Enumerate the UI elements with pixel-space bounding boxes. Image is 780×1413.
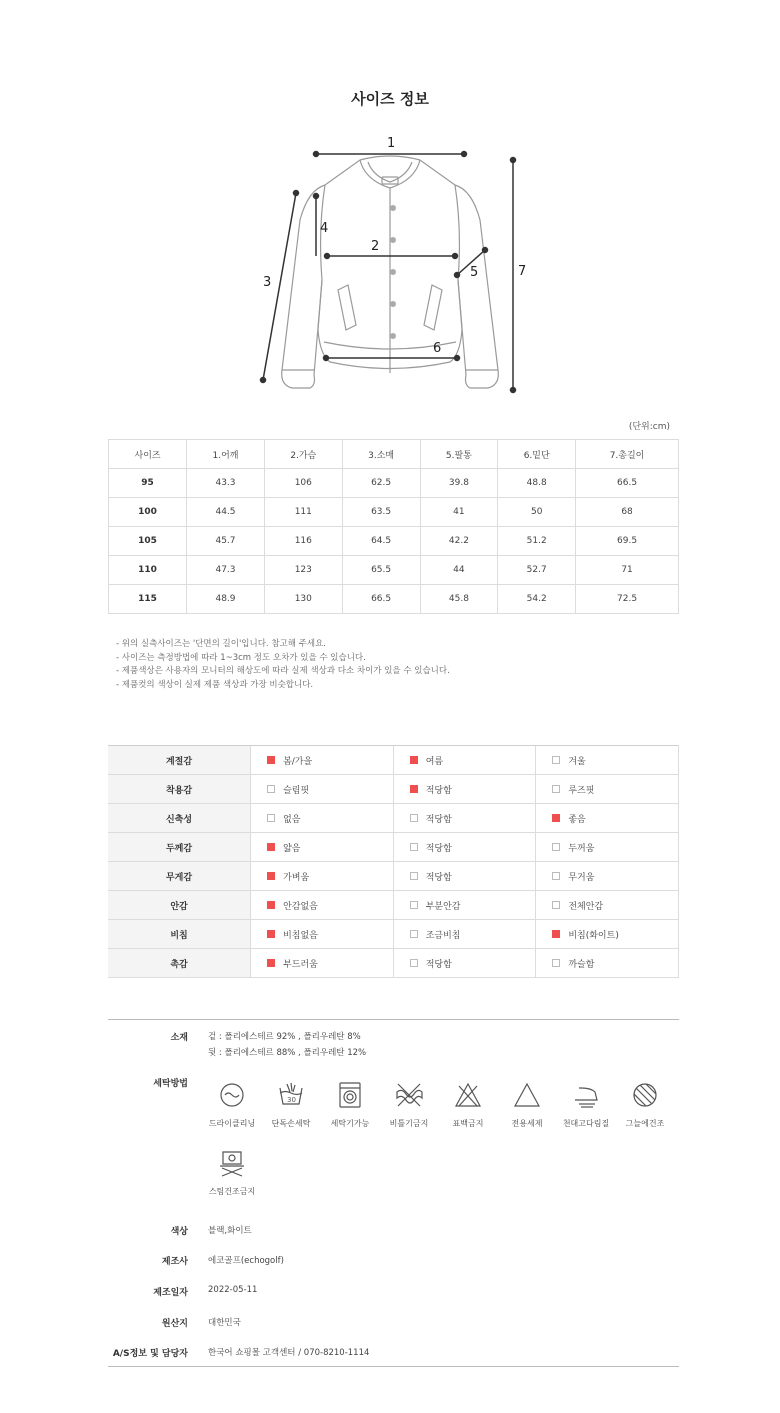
table-cell: 45.7 [187,527,265,556]
feature-option-label: 봄/가을 [283,756,313,767]
feature-label: 비침 [108,920,251,949]
feature-option-label: 전체안감 [568,901,604,912]
table-cell: 62.5 [342,469,420,498]
feature-row [108,949,679,978]
table-cell: 47.3 [187,556,265,585]
table-cell: 44.5 [187,498,265,527]
washing-label: 세탁기가능 [330,1119,370,1128]
washing-label: 단독손세탁 [271,1119,311,1128]
dry-clean-icon [217,1080,247,1110]
feature-table [108,745,679,978]
checked-box-icon [267,843,275,851]
table-cell: 66.5 [576,469,679,498]
unchecked-box-icon [410,814,418,822]
washing-label: 전용세제 [511,1119,543,1128]
feature-option-label: 비침(화이트) [568,930,619,941]
feature-option-label: 두꺼움 [568,843,595,854]
material-line: 뒷 : 폴리에스테르 88% , 폴리우레탄 12% [208,1048,367,1058]
washing-item [554,1080,618,1129]
feature-row [108,833,679,862]
table-cell: 39.8 [420,469,498,498]
washing-item [318,1080,382,1129]
table-cell: 106 [264,469,342,498]
washing-label: 천대고다림질 [562,1119,610,1128]
feature-option [393,804,536,833]
table-row [109,556,679,585]
feature-row [108,746,679,775]
feature-option-label: 겨울 [568,756,586,767]
note-line: - 제품색상은 사용자의 모니터의 해상도에 따라 실제 색상과 다소 차이가 있을 수 있습니다. [116,666,450,676]
table-cell: 44 [420,556,498,585]
feature-label: 촉감 [108,949,251,978]
date-label: 제조일자 [153,1288,188,1298]
feature-option-label: 적당함 [425,959,452,970]
special-detergent-icon [512,1080,542,1110]
header-cell: 2.가슴 [264,440,342,469]
date-value: 2022-05-11 [208,1285,258,1295]
table-row [109,585,679,614]
table-cell: 50 [498,498,576,527]
table-cell: 41 [420,498,498,527]
origin-value: 대한민국 [208,1318,241,1328]
feature-option [251,833,394,862]
unchecked-box-icon [552,959,560,967]
table-cell: 64.5 [342,527,420,556]
unchecked-box-icon [410,959,418,967]
feature-option-label: 적당함 [425,843,452,854]
feature-option [251,949,394,978]
feature-option-label: 부분안감 [425,901,461,912]
checked-box-icon [267,901,275,909]
table-row [109,527,679,556]
table-cell: 72.5 [576,585,679,614]
size-table [108,439,679,614]
diagram-label-6: 6 [433,341,442,356]
header-cell: 6.밑단 [498,440,576,469]
checked-box-icon [552,814,560,822]
unchecked-box-icon [410,901,418,909]
unit-label: (단위:cm) [628,422,670,432]
feature-option [251,920,394,949]
feature-label: 무게감 [108,862,251,891]
washing-label: 세탁방법 [153,1079,188,1089]
feature-option [251,775,394,804]
shade-dry-icon [630,1080,660,1110]
no-wring-icon [394,1080,424,1110]
washing-machine-icon [335,1080,365,1110]
table-cell: 45.8 [420,585,498,614]
table-cell: 48.9 [187,585,265,614]
diagram-label-7: 7 [518,264,527,279]
feature-option [251,804,394,833]
feature-row [108,775,679,804]
feature-option-label: 얇음 [283,843,301,854]
header-cell: 3.소매 [342,440,420,469]
table-cell: 110 [109,556,187,585]
unchecked-box-icon [552,785,560,793]
washing-item [200,1080,264,1129]
feature-option-label: 비침없음 [283,930,318,941]
maker-label: 제조사 [161,1257,188,1267]
washing-item [495,1080,559,1129]
header-cell: 7.총길이 [576,440,679,469]
checked-box-icon [267,756,275,764]
feature-option [536,891,679,920]
color-value: 블랙,화이트 [208,1226,252,1236]
note-line: - 제품컷의 색상이 실제 제품 색상과 가장 비슷합니다. [116,679,314,690]
feature-option [251,746,394,775]
product-info [108,1019,679,1367]
table-cell: 69.5 [576,527,679,556]
washing-label: 표백금지 [452,1119,484,1128]
unchecked-box-icon [552,843,560,851]
washing-item [200,1148,264,1197]
iron-cloth-icon [571,1080,601,1110]
washing-item [436,1080,500,1129]
table-cell: 116 [264,527,342,556]
feature-row [108,920,679,949]
table-cell: 52.7 [498,556,576,585]
page-title: 사이즈 정보 [351,90,429,108]
feature-option-label: 여름 [425,756,444,767]
washing-label: 비틀기금지 [389,1119,429,1128]
feature-option [251,862,394,891]
note-line: - 위의 실측사이즈는 '단면의 길이'입니다. 참고해 주세요. [116,639,326,649]
feature-option [393,949,536,978]
feature-label: 두께감 [108,833,251,862]
diagram-label-4: 4 [320,221,329,236]
table-cell: 105 [109,527,187,556]
feature-option [536,862,679,891]
feature-option-label: 조금비침 [425,930,461,941]
feature-option-label: 무거움 [568,872,595,883]
feature-option [536,833,679,862]
feature-row [108,862,679,891]
table-cell: 100 [109,498,187,527]
feature-option [393,746,536,775]
diagram-label-2: 2 [371,239,380,254]
feature-option-label: 안감없음 [283,901,318,912]
feature-option [251,891,394,920]
feature-option [393,833,536,862]
unchecked-box-icon [267,785,275,793]
table-cell: 63.5 [342,498,420,527]
feature-option [393,891,536,920]
table-cell: 130 [264,585,342,614]
material-line: 겉 : 폴리에스테르 92% , 폴리우레탄 8% [208,1032,361,1042]
no-bleach-icon [453,1080,483,1110]
checked-box-icon [410,756,418,764]
feature-label: 신축성 [108,804,251,833]
unchecked-box-icon [552,756,560,764]
table-cell: 48.8 [498,469,576,498]
feature-option [393,862,536,891]
feature-option-label: 좋음 [568,814,586,825]
table-cell: 42.2 [420,527,498,556]
table-row [109,498,679,527]
table-cell: 43.3 [187,469,265,498]
feature-row [108,804,679,833]
table-cell: 123 [264,556,342,585]
jacket-measurement-diagram [250,130,540,400]
feature-label: 안감 [108,891,251,920]
feature-option [536,949,679,978]
feature-option-label: 없음 [283,814,301,825]
feature-option-label: 적당함 [425,785,452,796]
table-cell: 71 [576,556,679,585]
unchecked-box-icon [410,930,418,938]
feature-option-label: 슬림핏 [283,785,310,796]
color-label: 색상 [170,1227,188,1237]
table-cell: 95 [109,469,187,498]
checked-box-icon [267,930,275,938]
unchecked-box-icon [552,901,560,909]
hand-wash-icon [276,1080,306,1110]
checked-box-icon [410,785,418,793]
header-cell: 5.팔통 [420,440,498,469]
unchecked-box-icon [410,872,418,880]
maker-value: 에코골프(echogolf) [208,1256,284,1266]
checked-box-icon [267,959,275,967]
feature-option-label: 부드러움 [283,959,318,970]
origin-label: 원산지 [161,1319,188,1329]
washing-label: 드라이클리닝 [208,1119,256,1128]
no-tumble-dry-icon [217,1148,247,1178]
diagram-label-1: 1 [387,136,396,151]
feature-option-label: 루즈핏 [568,785,595,796]
checked-box-icon [552,930,560,938]
feature-row [108,891,679,920]
header-cell: 사이즈 [109,440,187,469]
jacket-buttons [390,205,396,339]
diagram-label-3: 3 [263,275,272,290]
table-cell: 54.2 [498,585,576,614]
washing-item [377,1080,441,1129]
diagram-label-5: 5 [470,265,479,280]
table-row [109,469,679,498]
header-cell: 1.어깨 [187,440,265,469]
feature-option-label: 적당함 [425,872,452,883]
feature-option [393,775,536,804]
checked-box-icon [267,872,275,880]
table-cell: 115 [109,585,187,614]
feature-option [536,804,679,833]
note-line: - 사이즈는 측정방법에 따라 1~3cm 정도 오차가 있을 수 있습니다. [116,652,366,663]
feature-option-label: 까슬함 [568,959,595,970]
size-table-header [109,440,679,469]
unchecked-box-icon [267,814,275,822]
washing-label: 스팀건조금지 [208,1187,256,1196]
feature-option-label: 적당함 [425,814,452,825]
table-cell: 65.5 [342,556,420,585]
table-cell: 68 [576,498,679,527]
unchecked-box-icon [410,843,418,851]
table-cell: 111 [264,498,342,527]
as-value: 한국어 쇼핑몰 고객센터 / 070-8210-1114 [208,1348,370,1358]
size-notes [116,638,450,692]
feature-option [393,920,536,949]
washing-item [259,1080,323,1129]
feature-option [536,920,679,949]
feature-option-label: 가벼움 [283,872,310,883]
svg-text:30: 30 [287,1096,296,1104]
as-label: A/S정보 및 담당자 [112,1349,188,1359]
table-cell: 66.5 [342,585,420,614]
unchecked-box-icon [552,872,560,880]
feature-label: 계절감 [108,746,251,775]
material-label: 소재 [170,1033,188,1043]
washing-label: 그늘에건조 [625,1119,665,1128]
feature-label: 착용감 [108,775,251,804]
washing-item [613,1080,677,1129]
table-cell: 51.2 [498,527,576,556]
feature-option [536,775,679,804]
feature-option [536,746,679,775]
